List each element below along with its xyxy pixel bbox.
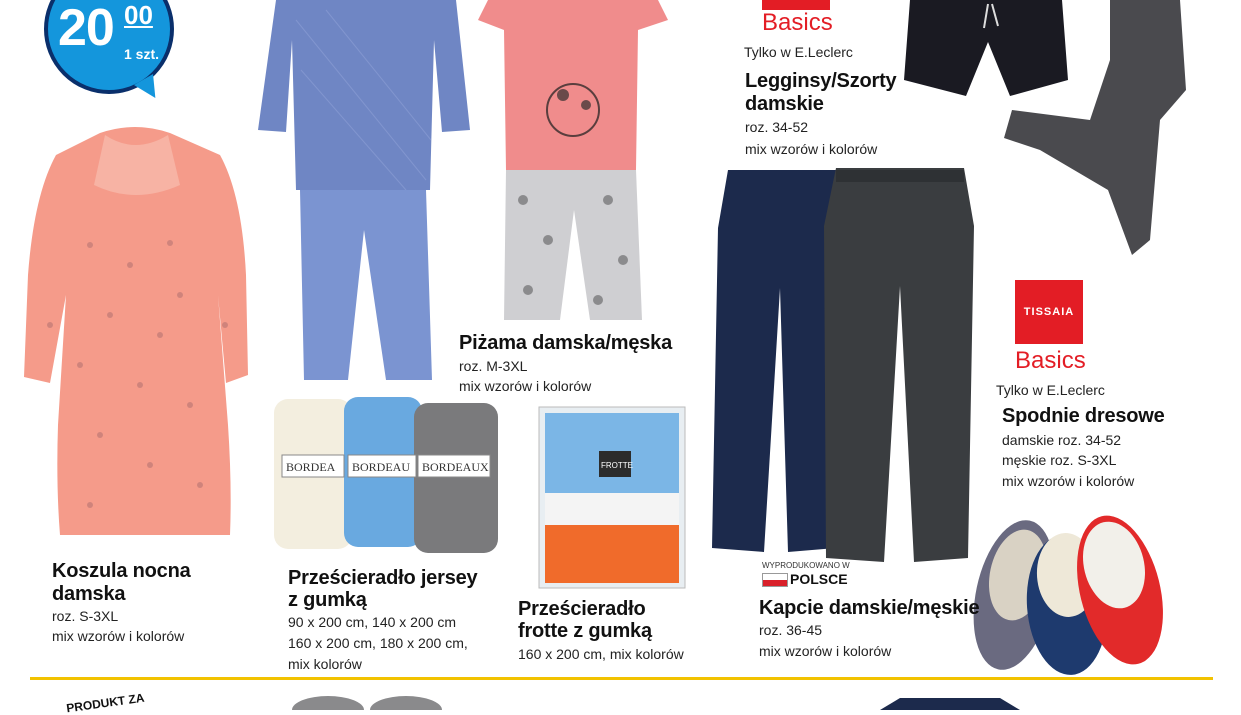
blue-pajamas-image: [256, 0, 476, 385]
made-in-label: WYPRODUKOWANO W: [762, 561, 850, 570]
nightgown-size: roz. S-3XL: [52, 608, 119, 624]
frotte-title-line2: frotte z gumką: [518, 620, 652, 642]
jersey-title-line1: Prześcieradło jersey: [288, 567, 478, 589]
leggings-mix: mix wzorów i kolorów: [745, 141, 878, 157]
sweatpants-men-size: męskie roz. S-3XL: [1002, 452, 1117, 468]
next-section-product-image: [290, 694, 450, 710]
jersey-sizes-line1: 90 x 200 cm, 140 x 200 cm: [288, 614, 457, 630]
basics-logo-top: Basics: [762, 9, 833, 36]
leggings-size: roz. 34-52: [745, 119, 809, 135]
jersey-sheets-image: [272, 395, 502, 555]
slippers-size: roz. 36-45: [759, 622, 823, 638]
grey-sweatpants-image: [818, 166, 984, 566]
jersey-title-line2: z gumką: [288, 589, 367, 611]
leggings-title-line2: damskie: [745, 93, 824, 115]
price-unit: 1 szt.: [124, 46, 160, 62]
pajamas-title: Piżama damska/męska: [459, 332, 673, 354]
basics-logo: Basics: [1015, 347, 1086, 374]
sweatpants-exclusive: Tylko w E.Leclerc: [996, 382, 1105, 398]
frotte-sheet-image: [537, 405, 687, 590]
slippers-mix: mix wzorów i kolorów: [759, 643, 892, 659]
next-section-garment-image: [870, 694, 1030, 710]
next-section-badge: PRODUKT ZA: [65, 690, 146, 715]
polish-flag-icon: [762, 573, 788, 587]
frotte-size-mix: 160 x 200 cm, mix kolorów: [518, 646, 684, 662]
tissaia-logo: TISSAIA: [1015, 280, 1083, 344]
slippers-image: [972, 505, 1172, 675]
section-divider: [30, 677, 1213, 680]
pajamas-size: roz. M-3XL: [459, 358, 528, 374]
svg-text:BORDEAU: BORDEAU: [352, 460, 411, 474]
svg-text:BORDEAUX: BORDEAUX: [422, 460, 489, 474]
slippers-title: Kapcie damskie/męskie: [759, 597, 980, 619]
nightgown-title-line2: damska: [52, 583, 126, 605]
price-decimal: 00: [124, 0, 153, 30]
leggings-title-line1: Legginsy/Szorty: [745, 70, 897, 92]
nightgown-title-line1: Koszula nocna: [52, 560, 191, 582]
nightgown-mix: mix wzorów i kolorów: [52, 628, 185, 644]
svg-text:BORDEA: BORDEA: [286, 460, 336, 474]
nightgown-image: [20, 125, 250, 545]
jersey-mix: mix kolorów: [288, 656, 362, 672]
pink-pajamas-image: [478, 0, 668, 325]
price-integer: 20: [58, 0, 114, 57]
sweatpants-title: Spodnie dresowe: [1002, 405, 1165, 427]
frotte-title-line1: Prześcieradło: [518, 598, 646, 620]
jersey-sizes-line2: 160 x 200 cm, 180 x 200 cm,: [288, 635, 468, 651]
made-in-country: POLSCE: [790, 571, 848, 587]
sweatpants-women-size: damskie roz. 34-52: [1002, 432, 1122, 448]
sweatpants-mix: mix wzorów i kolorów: [1002, 473, 1135, 489]
leggings-image: [1000, 0, 1190, 260]
pajamas-mix: mix wzorów i kolorów: [459, 378, 592, 394]
svg-text:FROTTE: FROTTE: [601, 461, 633, 470]
leggings-exclusive: Tylko w E.Leclerc: [744, 44, 853, 60]
